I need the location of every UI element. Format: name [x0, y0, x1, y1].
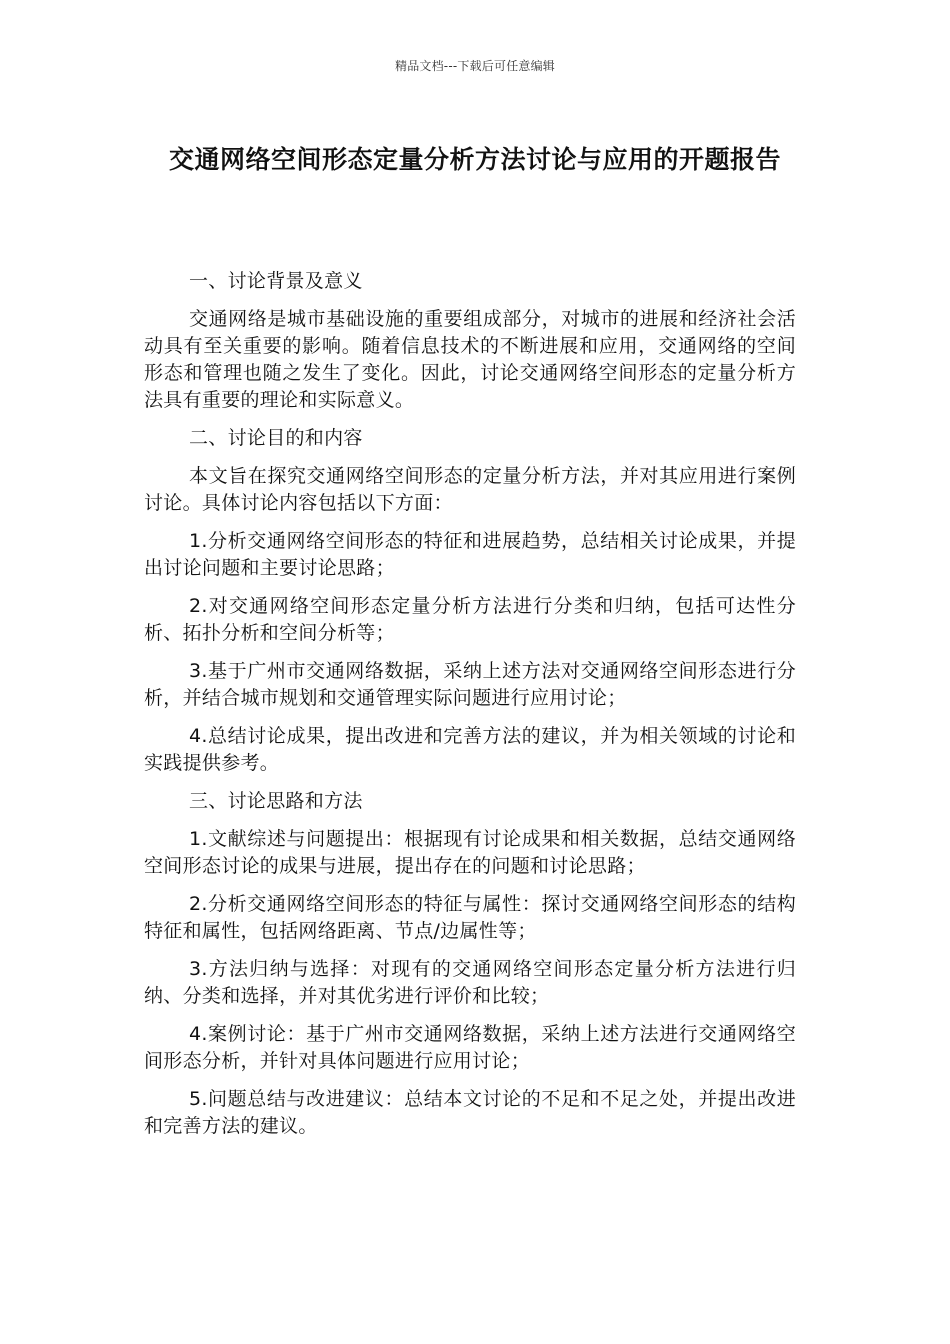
list-item-method-1: 1.文献综述与问题提出：根据现有讨论成果和相关数据，总结交通网络空间形态讨论的成果与进展，提出存在的问题和讨论思路；: [144, 828, 796, 877]
section-heading-methods: 三、讨论思路和方法: [189, 790, 363, 812]
list-item-objective-4: 4.总结讨论成果，提出改进和完善方法的建议，并为相关领域的讨论和实践提供参考。: [144, 725, 796, 774]
paragraph-objectives-intro: 本文旨在探究交通网络空间形态的定量分析方法，并对其应用进行案例讨论。具体讨论内容包括以下方面：: [144, 465, 796, 514]
section-heading-objectives: 二、讨论目的和内容: [189, 427, 363, 449]
list-item-method-2: 2.分析交通网络空间形态的特征与属性：探讨交通网络空间形态的结构特征和属性，包括网络距离、节点/边属性等；: [144, 893, 796, 942]
list-item-objective-2: 2.对交通网络空间形态定量分析方法进行分类和归纳，包括可达性分析、拓扑分析和空间分析等；: [144, 595, 796, 644]
document-body: [144, 268, 796, 1151]
header-note: 精品文档---下载后可任意编辑: [395, 59, 555, 73]
list-item-method-5: 5.问题总结与改进建议：总结本文讨论的不足和不足之处，并提出改进和完善方法的建议。: [144, 1088, 796, 1137]
paragraph-background: 交通网络是城市基础设施的重要组成部分，对城市的进展和经济社会活动具有至关重要的影响。随着信息技术的不断进展和应用，交通网络的空间形态和管理也随之发生了变化。因此，讨论交通网络空间形态的定量分析方法具有重要的理论和实际意义。: [144, 308, 796, 411]
section-heading-background: 一、讨论背景及意义: [189, 270, 363, 292]
list-item-method-3: 3.方法归纳与选择：对现有的交通网络空间形态定量分析方法进行归纳、分类和选择，并对其优劣进行评价和比较；: [144, 958, 796, 1007]
list-item-method-4: 4.案例讨论：基于广州市交通网络数据，采纳上述方法进行交通网络空间形态分析，并针对具体问题进行应用讨论；: [144, 1023, 796, 1072]
list-item-objective-3: 3.基于广州市交通网络数据，采纳上述方法对交通网络空间形态进行分析，并结合城市规划和交通管理实际问题进行应用讨论；: [144, 660, 796, 709]
document-title: 交通网络空间形态定量分析方法讨论与应用的开题报告: [168, 145, 781, 174]
list-item-objective-1: 1.分析交通网络空间形态的特征和进展趋势，总结相关讨论成果，并提出讨论问题和主要讨论思路；: [144, 530, 796, 579]
